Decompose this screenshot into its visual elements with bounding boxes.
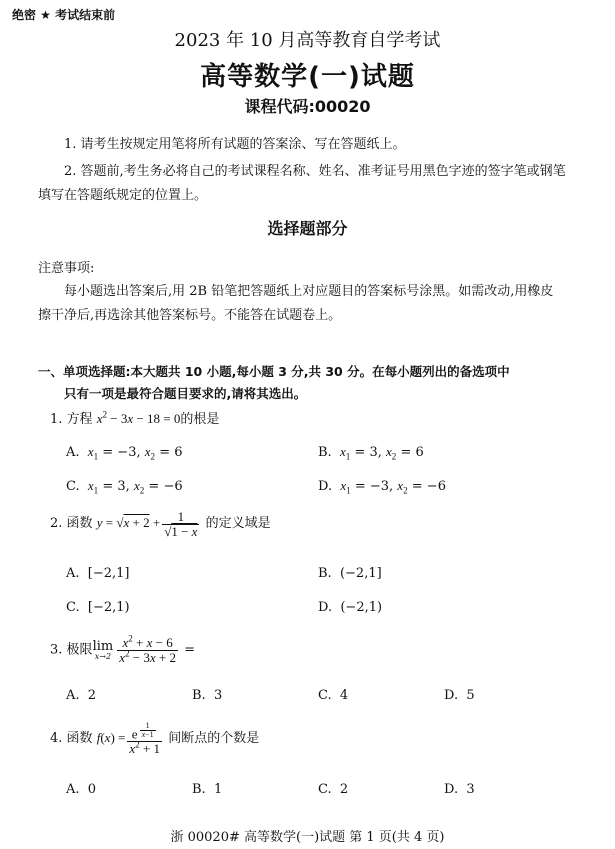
- option-value: 3: [117, 479, 126, 494]
- exam-title: 2023 年 10 月高等教育自学考试: [174, 30, 441, 51]
- option-value: 3: [369, 445, 378, 460]
- option-label: C.: [66, 600, 80, 615]
- limit-subscript: x→2: [94, 651, 112, 661]
- notice-label: 注意事项:: [38, 261, 95, 276]
- question-prefix: 函数: [66, 730, 93, 746]
- q4-option-b[interactable]: [192, 782, 222, 797]
- q4-option-a[interactable]: [66, 782, 96, 797]
- option-value: 2: [339, 782, 349, 797]
- option-value: −3: [369, 479, 390, 494]
- instruction-line: 1. 请考生按规定用笔将所有试题的答案涂、写在答题纸上。: [64, 137, 406, 152]
- course-code: 课程代码:00020: [244, 97, 371, 116]
- secret-mark: 绝密 ★ 考试结束前: [12, 8, 116, 22]
- notice-line: 每小题选出答案后,用 2B 铅笔把答题纸上对应题目的答案标号涂黑。如需改动,用橡皮: [64, 284, 554, 299]
- option-value: −3: [117, 445, 137, 460]
- question-prefix: 极限: [66, 642, 93, 658]
- question-suffix: 间断点的个数是: [168, 730, 260, 746]
- q1-option-b[interactable]: B. $x_1 = 3$, $x_2 = 6$: [318, 444, 424, 462]
- q2-option-a[interactable]: [66, 566, 130, 581]
- option-value: 3: [466, 782, 475, 797]
- option-label: A.: [66, 566, 80, 581]
- q2-option-d[interactable]: [318, 600, 382, 615]
- function-expression: y = √x + 2 + $\frac{1}{√1 - x}$: [96, 509, 198, 539]
- q3-option-a[interactable]: [66, 688, 96, 703]
- option-value: 6: [415, 445, 424, 460]
- limit-fraction: $\frac{x^2 + x - 6}{x^2 - 3x + 2}$: [119, 633, 177, 665]
- question-prefix: 函数: [66, 516, 93, 532]
- question-4: [50, 722, 259, 756]
- question-number: 4.: [50, 730, 63, 746]
- instruction-line: 2. 答题前,考生务必将自己的考试课程名称、姓名、准考证号用黑色字迹的签字笔或钢笔: [64, 164, 566, 179]
- question-number: 3.: [50, 642, 63, 658]
- subject-title: 高等数学(一)试题: [200, 62, 415, 92]
- question-2: [50, 510, 271, 538]
- option-label: C.: [66, 479, 80, 494]
- function-expression: f(x) = e $^{\frac{1}{x-1}}$ $x^2 + 1$: [96, 721, 161, 756]
- section-title: 选择题部分: [267, 219, 348, 238]
- option-label: B.: [318, 566, 332, 581]
- question-suffix: 的根是: [180, 412, 220, 427]
- option-value: 0: [87, 782, 97, 797]
- notice-line: 擦干净后,再选涂其他答案标号。不能答在试题卷上。: [38, 308, 342, 323]
- option-value: 2: [87, 688, 97, 703]
- option-label: B.: [192, 782, 206, 797]
- option-label: D.: [318, 479, 333, 494]
- page-footer: 浙 00020# 高等数学(一)试题 第 1 页(共 4 页): [170, 830, 445, 845]
- equation: $x^2 - 3x - 18 = 0$: [96, 409, 181, 426]
- option-value: 5: [466, 688, 475, 703]
- question-suffix: 的定义域是: [205, 516, 271, 532]
- part1-heading: 一、单项选择题:本大题共 10 小题,每小题 3 分,共 30 分。在每小题列出的备选项中: [38, 364, 510, 379]
- question-prefix: 方程: [66, 412, 93, 427]
- q1-option-a[interactable]: A. $x_1 = -3$, $x_2 = 6$: [66, 444, 183, 462]
- q3-option-c[interactable]: [318, 688, 348, 703]
- option-label: C.: [318, 688, 332, 703]
- question-3: 3. 极限lim x→2 $\frac{x^2 + x - 6}{x^2 - 3x + 2}$ =: [50, 633, 196, 665]
- option-value: 4: [339, 688, 349, 703]
- option-label: B.: [318, 445, 332, 460]
- instruction-line: 填写在答题纸规定的位置上。: [38, 188, 208, 203]
- question-1: [50, 408, 219, 427]
- option-label: D.: [444, 688, 459, 703]
- question-number: 1.: [50, 412, 63, 427]
- option-label: A.: [66, 445, 80, 460]
- option-value: −6: [426, 479, 446, 494]
- option-value: 1: [213, 782, 223, 797]
- q4-option-d[interactable]: [444, 782, 475, 797]
- q2-option-c[interactable]: [66, 600, 130, 615]
- q3-option-d[interactable]: [444, 688, 475, 703]
- q1-option-d[interactable]: D. $x_1 = -3$, $x_2 = -6$: [318, 478, 446, 496]
- question-number: 2.: [50, 516, 63, 532]
- part1-heading: 只有一项是最符合题目要求的,请将其选出。: [64, 386, 307, 401]
- option-value: −6: [163, 479, 183, 494]
- q2-option-b[interactable]: [318, 566, 382, 581]
- q4-option-c[interactable]: [318, 782, 348, 797]
- option-value: [−2,1): [87, 600, 130, 615]
- option-value: (−2,1]: [339, 566, 382, 581]
- option-label: A.: [66, 688, 80, 703]
- limit-operator: lim x→2: [92, 638, 114, 661]
- option-value: 6: [174, 445, 183, 460]
- option-label: D.: [444, 782, 459, 797]
- q3-option-b[interactable]: [192, 688, 222, 703]
- option-value: 3: [213, 688, 223, 703]
- option-value: [−2,1]: [87, 566, 130, 581]
- option-value: (−2,1): [340, 600, 383, 615]
- q1-option-c[interactable]: C. $x_1 = 3$, $x_2 = -6$: [66, 478, 183, 496]
- option-label: C.: [318, 782, 332, 797]
- option-label: B.: [192, 688, 206, 703]
- option-label: A.: [66, 782, 80, 797]
- option-label: D.: [318, 600, 333, 615]
